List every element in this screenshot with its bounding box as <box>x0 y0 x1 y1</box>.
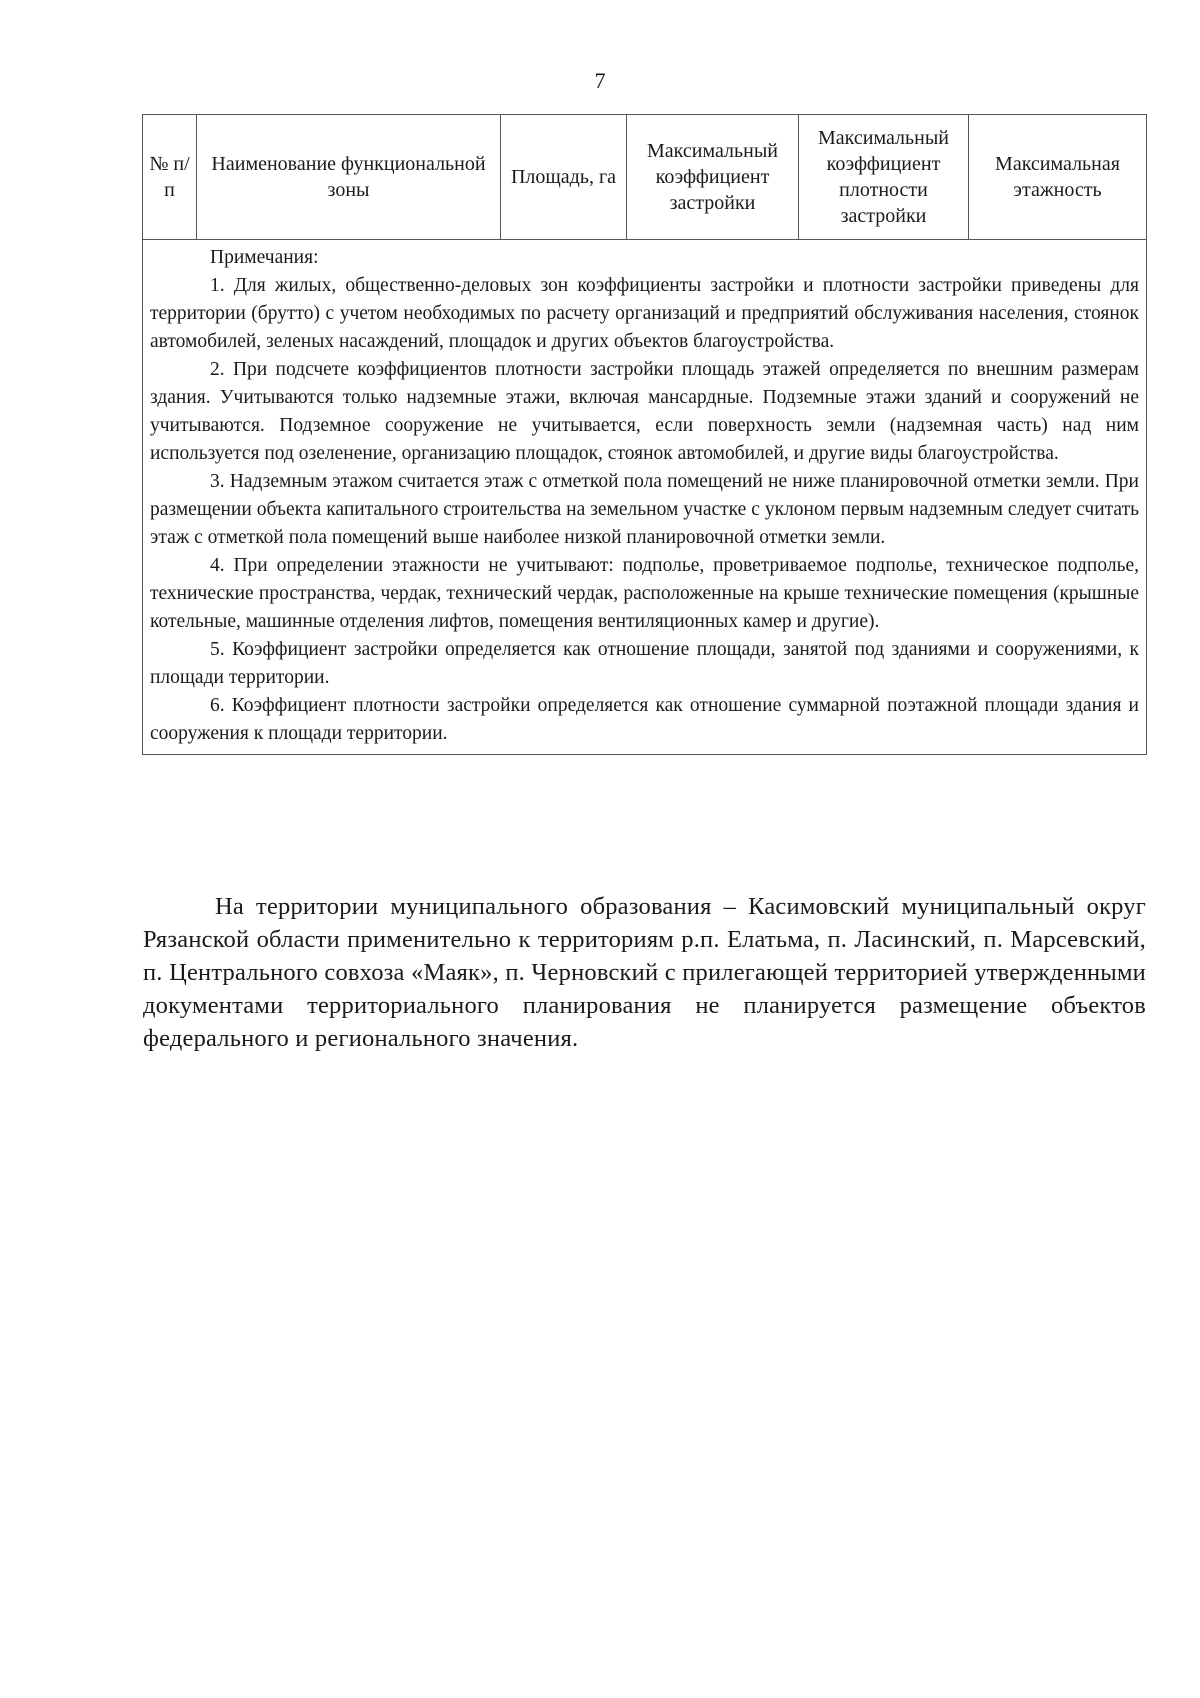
note-3: 3. Надземным этажом считается этаж с отметкой пола помещений не ниже планировочной отметки земли. При размещении объекта капитального строительства на земельном участке с уклоном первым надземным следует считать этаж с отметкой пола помещений выше наиболее низкой планировочной отметки земли. <box>150 471 1139 548</box>
header-max-density-coefficient: Максимальный коэффициент плотности застройки <box>799 115 969 240</box>
table-header-row <box>143 115 1147 240</box>
note-6: 6. Коэффициент плотности застройки определяется как отношение суммарной поэтажной площади здания и сооружения к площади территории. <box>150 695 1139 744</box>
note-5: 5. Коэффициент застройки определяется как отношение площади, занятой под зданиями и сооружениями, к площади территории. <box>150 639 1139 688</box>
body-paragraph: На территории муниципального образования – Касимовский муниципальный округ Рязанской области применительно к территориям р.п. Елатьма, п. Ласинский, п. Марсевский, п. Центрального совхоза «Маяк», п. Черновский с прилегающей территорией утвержденными документами территориального планирования не планируется размещение объектов федерального и регионального значения. <box>143 893 1146 1052</box>
note-4: 4. При определении этажности не учитывают: подполье, проветриваемое подполье, техническое подполье, технические пространства, чердак, технический чердак, расположенные на крыше технические помещения (крышные котельные, машинные отделения лифтов, помещения вентиляционных камер и другие). <box>150 555 1139 632</box>
page-number: 7 <box>594 68 606 93</box>
notes-title: Примечания: <box>210 247 319 268</box>
header-max-building-coefficient: Максимальный коэффициент застройки <box>627 115 799 240</box>
header-number: № п/п <box>143 115 197 240</box>
table-notes-row <box>143 240 1147 755</box>
notes-cell <box>143 240 1147 755</box>
note-1: 1. Для жилых, общественно-деловых зон коэффициенты застройки и плотности застройки приведены для территории (брутто) с учетом необходимых по расчету организаций и предприятий обслуживания населения, стоянок автомобилей, зеленых насаждений, площадок и других объектов благоустройства. <box>150 275 1139 352</box>
header-zone-name: Наименование функциональной зоны <box>197 115 501 240</box>
header-area: Площадь, га <box>501 115 627 240</box>
note-2: 2. При подсчете коэффициентов плотности застройки площадь этажей определяется по внешним размерам здания. Учитываются только надземные этажи, включая мансардные. Подземные этажи зданий и сооружений не учитываются. Подземное сооружение не учитывается, если поверхность земли (надземная часть) над ним используется под озеленение, организацию площадок, стоянок автомобилей, и другие виды благоустройства. <box>150 359 1139 464</box>
functional-zones-table <box>142 114 1147 755</box>
header-max-floors: Максимальная этажность <box>969 115 1147 240</box>
